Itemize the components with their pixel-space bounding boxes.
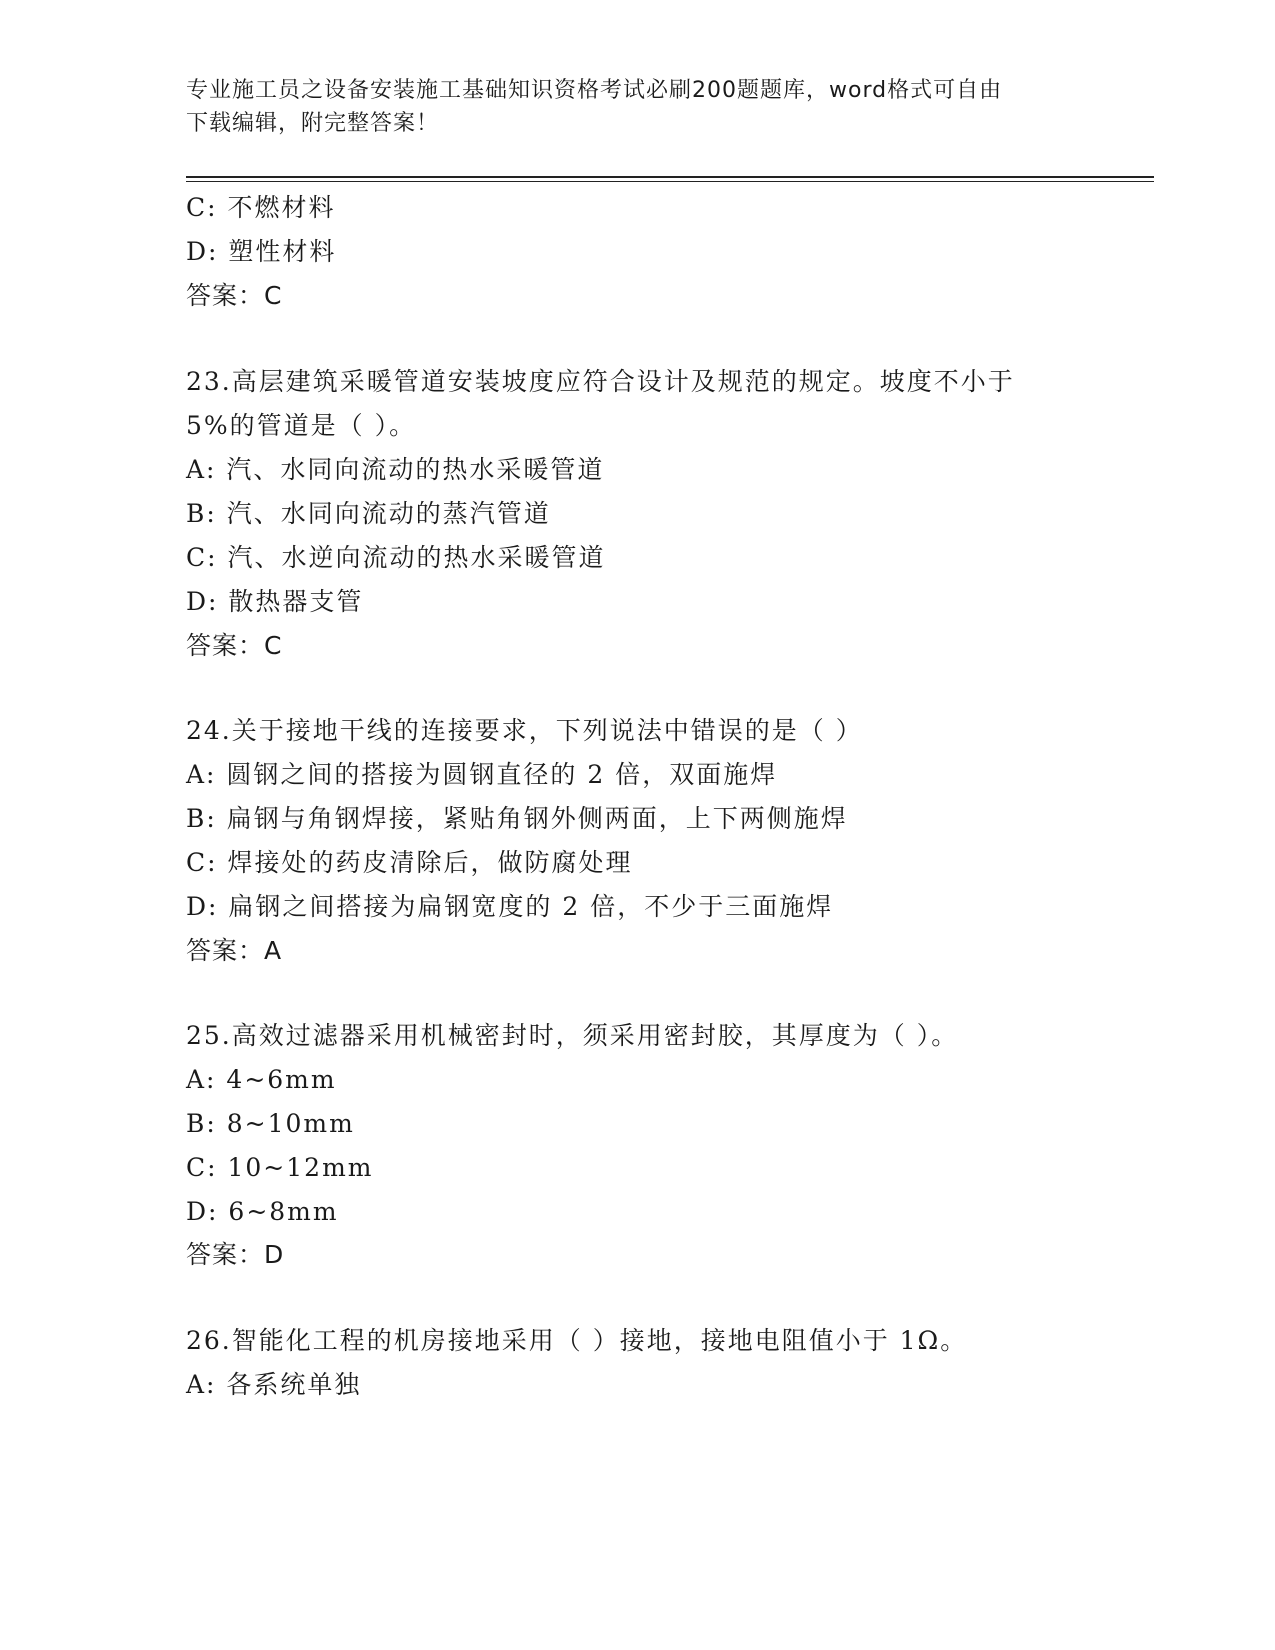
question-23-answer: 答案：C xyxy=(186,631,283,660)
question-23-option-d: D: 散热器支管 xyxy=(186,587,364,616)
carryover-option-d: D: 塑性材料 xyxy=(186,237,337,266)
question-26-stem-line1: 26.智能化工程的机房接地采用（ ）接地，接地电阻值小于 1Ω。 xyxy=(186,1326,968,1355)
question-25-option-b: B: 8~10mm xyxy=(186,1109,355,1138)
header-divider-thin xyxy=(186,181,1154,182)
question-25-answer: 答案：D xyxy=(186,1240,285,1269)
question-24-option-c: C: 焊接处的药皮清除后，做防腐处理 xyxy=(186,848,633,877)
question-24-option-a: A: 圆钢之间的搭接为圆钢直径的 2 倍，双面施焊 xyxy=(186,760,778,789)
question-23-option-b: B: 汽、水同向流动的蒸汽管道 xyxy=(186,499,551,528)
carryover-answer: 答案：C xyxy=(186,281,283,310)
question-23-stem-line2: 5%的管道是（ ）。 xyxy=(186,411,417,440)
question-23-option-c: C: 汽、水逆向流动的热水采暖管道 xyxy=(186,543,606,572)
header-divider-thick xyxy=(186,176,1154,178)
question-25-option-d: D: 6~8mm xyxy=(186,1197,339,1226)
question-24-answer: 答案：A xyxy=(186,936,283,965)
header-title-line2: 下载编辑，附完整答案！ xyxy=(186,111,440,136)
question-25-option-a: A: 4~6mm xyxy=(186,1065,337,1094)
question-24-stem-line1: 24.关于接地干线的连接要求，下列说法中错误的是（ ） xyxy=(186,716,863,745)
question-24-option-d: D: 扁钢之间搭接为扁钢宽度的 2 倍，不少于三面施焊 xyxy=(186,892,834,921)
question-23-option-a: A: 汽、水同向流动的热水采暖管道 xyxy=(186,455,605,484)
carryover-option-c: C: 不燃材料 xyxy=(186,193,336,222)
question-25-stem-line1: 25.高效过滤器采用机械密封时，须采用密封胶，其厚度为（ ）。 xyxy=(186,1021,959,1050)
header-title-line1: 专业施工员之设备安装施工基础知识资格考试必刷200题题库，word格式可自由 xyxy=(186,78,1003,103)
question-26-option-a: A: 各系统单独 xyxy=(186,1370,362,1399)
question-24-option-b: B: 扁钢与角钢焊接，紧贴角钢外侧两面，上下两侧施焊 xyxy=(186,804,848,833)
question-23-stem-line1: 23.高层建筑采暖管道安装坡度应符合设计及规范的规定。坡度不小于 xyxy=(186,367,1015,396)
document-header xyxy=(186,74,1066,140)
question-25-option-c: C: 10~12mm xyxy=(186,1153,374,1182)
